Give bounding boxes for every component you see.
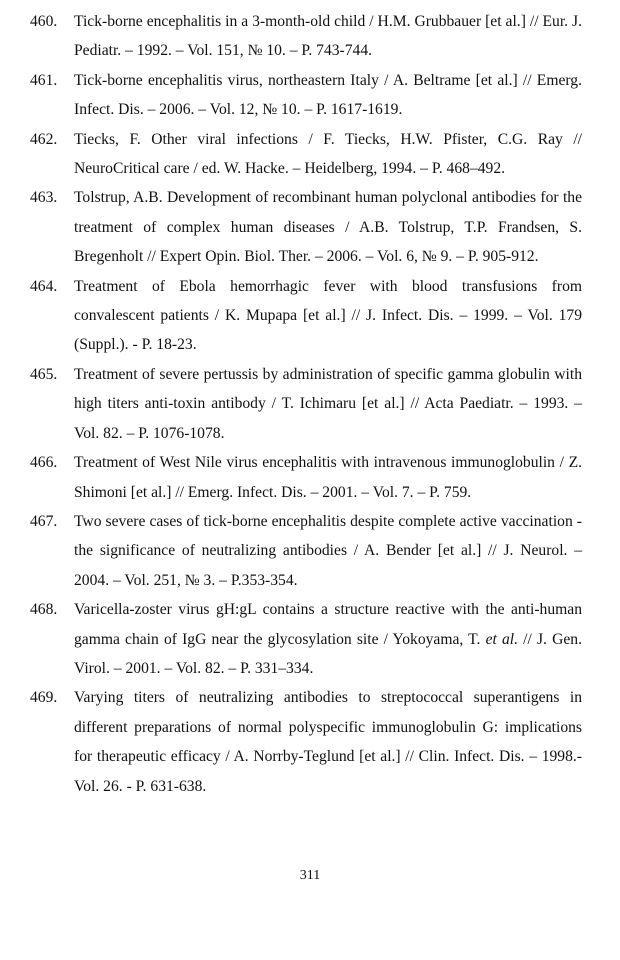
reference-text: Two severe cases of tick-borne encephalitis despite complete active vaccination - the significance of neutralizing antibodies / A. Bender [et al.] // J. Neurol. – 2004. – Vol. 251, № 3. – P.353-354.: [74, 512, 582, 589]
reference-text-italic: et al.: [485, 630, 519, 648]
reference-text: Tolstrup, A.B. Development of recombinant human polyclonal antibodies for the treatment of complex human diseases / A.B. Tolstrup, T.P. Frandsen, S. Bregenholt // Expert Opin. Biol. Ther. – 2006. – Vol. 6, № 9. – P. 905-912.: [74, 189, 582, 266]
reference-item: [30, 448, 582, 507]
reference-item: [30, 360, 582, 448]
reference-text: Tiecks, F. Other viral infections / F. Tiecks, H.W. Pfister, C.G. Ray // NeuroCritical care / ed. W. Hacke. – Heidelberg, 1994. – P. 468–492.: [74, 130, 582, 178]
reference-number: 468.: [30, 601, 58, 619]
reference-number: 461.: [30, 71, 58, 89]
reference-list: [30, 7, 582, 801]
reference-text-part: // J. Gen. Virol. – 2001. – Vol. 82. – P. 331–334.: [74, 630, 582, 677]
reference-number: 464.: [30, 277, 58, 295]
reference-text: [74, 595, 582, 683]
reference-text: Treatment of severe pertussis by administration of specific gamma globulin with high titers anti-toxin antibody / T. Ichimaru [et al.] // Acta Paediatr. – 1993. – Vol. 82. – P. 1076-1078.: [74, 365, 582, 442]
reference-number: 466.: [30, 454, 58, 472]
reference-text-part: Varicella-zoster virus gH:gL contains a structure reactive with the anti-human gamma chain of IgG near the glycosylation site / Yokoyama, T.: [74, 601, 582, 648]
reference-number: 469.: [30, 689, 58, 707]
reference-number: 462.: [30, 130, 58, 148]
reference-item: [30, 66, 582, 125]
reference-item: [30, 683, 582, 801]
reference-item: [30, 272, 582, 360]
reference-item: [30, 7, 582, 66]
reference-item: [30, 595, 582, 683]
reference-text: Treatment of West Nile virus encephalitis with intravenous immunoglobulin / Z. Shimoni [et al.] // Emerg. Infect. Dis. – 2001. – Vol. 7. – P. 759.: [74, 454, 582, 501]
reference-text: Tick-borne encephalitis virus, northeastern Italy / A. Beltrame [et al.] // Emerg. Infect. Dis. – 2006. – Vol. 12, № 10. – P. 1617-1619.: [74, 71, 582, 119]
reference-item: [30, 125, 582, 184]
reference-text: Tick-borne encephalitis in a 3-month-old child / H.M. Grubbauer [et al.] // Eur. J. Pediatr. – 1992. – Vol. 151, № 10. – P. 743-744.: [74, 13, 582, 60]
reference-number: 465.: [30, 365, 58, 383]
reference-text: Treatment of Ebola hemorrhagic fever with blood transfusions from convalescent patients / K. Mupapa [et al.] // J. Infect. Dis. – 1999. – Vol. 179 (Suppl.). - P. 18-23.: [74, 277, 582, 354]
reference-number: 463.: [30, 189, 58, 207]
reference-item: [30, 507, 582, 595]
reference-number: 467.: [30, 512, 58, 530]
reference-text: Varying titers of neutralizing antibodies to streptococcal superantigens in different preparations of normal polyspecific immunoglobulin G: implications for therapeutic efficacy / A. Norrby-Teglund [et al.] // Clin. Infect. Dis. – 1998.- Vol. 26. - P. 631-638.: [74, 689, 582, 795]
page-number: 311: [299, 868, 321, 883]
reference-item: [30, 183, 582, 271]
reference-number: 460.: [30, 13, 58, 30]
